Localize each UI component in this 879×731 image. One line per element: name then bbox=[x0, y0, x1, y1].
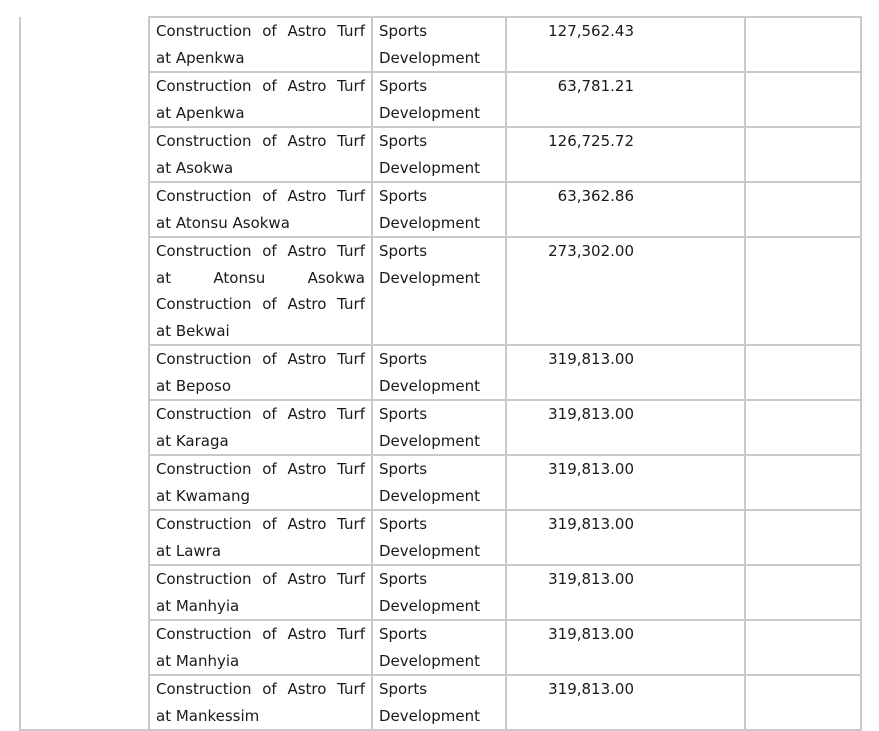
amount-cell: 319,813.00 bbox=[506, 455, 745, 510]
empty-right-cell bbox=[745, 182, 861, 237]
project-cell: Construction of Astro Turf at Kwamang bbox=[149, 455, 372, 510]
empty-right-cell bbox=[745, 127, 861, 182]
amount-cell: 273,302.00 bbox=[506, 237, 745, 345]
sector-cell: Sports Development bbox=[372, 72, 506, 127]
project-cell: Construction of Astro Turf at Apenkwa bbox=[149, 72, 372, 127]
project-cell: Construction of Astro Turf at Karaga bbox=[149, 400, 372, 455]
sector-cell: Sports Development bbox=[372, 237, 506, 345]
empty-right-cell bbox=[745, 72, 861, 127]
project-cell: Construction of Astro Turf at Atonsu Asokwa Construction of Astro Turf at Bekwai bbox=[149, 237, 372, 345]
project-cell: Construction of Astro Turf at Atonsu Asokwa bbox=[149, 182, 372, 237]
amount-cell: 319,813.00 bbox=[506, 620, 745, 675]
projects-table-body bbox=[20, 17, 861, 730]
project-cell: Construction of Astro Turf at Asokwa bbox=[149, 127, 372, 182]
empty-right-cell bbox=[745, 17, 861, 72]
project-cell: Construction of Astro Turf at Lawra bbox=[149, 510, 372, 565]
sector-cell: Sports Development bbox=[372, 565, 506, 620]
sector-cell: Sports Development bbox=[372, 455, 506, 510]
empty-right-cell bbox=[745, 675, 861, 730]
table-row bbox=[20, 17, 861, 72]
empty-right-cell bbox=[745, 620, 861, 675]
project-cell: Construction of Astro Turf at Manhyia bbox=[149, 565, 372, 620]
amount-cell: 319,813.00 bbox=[506, 400, 745, 455]
amount-cell: 63,362.86 bbox=[506, 182, 745, 237]
project-cell: Construction of Astro Turf at Mankessim bbox=[149, 675, 372, 730]
sector-cell: Sports Development bbox=[372, 510, 506, 565]
project-cell: Construction of Astro Turf at Apenkwa bbox=[149, 17, 372, 72]
amount-cell: 319,813.00 bbox=[506, 565, 745, 620]
amount-cell: 319,813.00 bbox=[506, 675, 745, 730]
project-cell: Construction of Astro Turf at Beposo bbox=[149, 345, 372, 400]
sector-cell: Sports Development bbox=[372, 400, 506, 455]
project-cell: Construction of Astro Turf at Manhyia bbox=[149, 620, 372, 675]
amount-cell: 63,781.21 bbox=[506, 72, 745, 127]
empty-right-cell bbox=[745, 400, 861, 455]
amount-cell: 319,813.00 bbox=[506, 510, 745, 565]
amount-cell: 126,725.72 bbox=[506, 127, 745, 182]
empty-right-cell bbox=[745, 237, 861, 345]
sector-cell: Sports Development bbox=[372, 182, 506, 237]
empty-right-cell bbox=[745, 455, 861, 510]
projects-table-container bbox=[19, 16, 862, 731]
empty-right-cell bbox=[745, 510, 861, 565]
empty-left-cell bbox=[20, 17, 149, 730]
amount-cell: 319,813.00 bbox=[506, 345, 745, 400]
empty-right-cell bbox=[745, 565, 861, 620]
empty-right-cell bbox=[745, 345, 861, 400]
sector-cell: Sports Development bbox=[372, 17, 506, 72]
sector-cell: Sports Development bbox=[372, 345, 506, 400]
projects-table bbox=[19, 16, 862, 731]
sector-cell: Sports Development bbox=[372, 127, 506, 182]
sector-cell: Sports Development bbox=[372, 675, 506, 730]
amount-cell: 127,562.43 bbox=[506, 17, 745, 72]
sector-cell: Sports Development bbox=[372, 620, 506, 675]
